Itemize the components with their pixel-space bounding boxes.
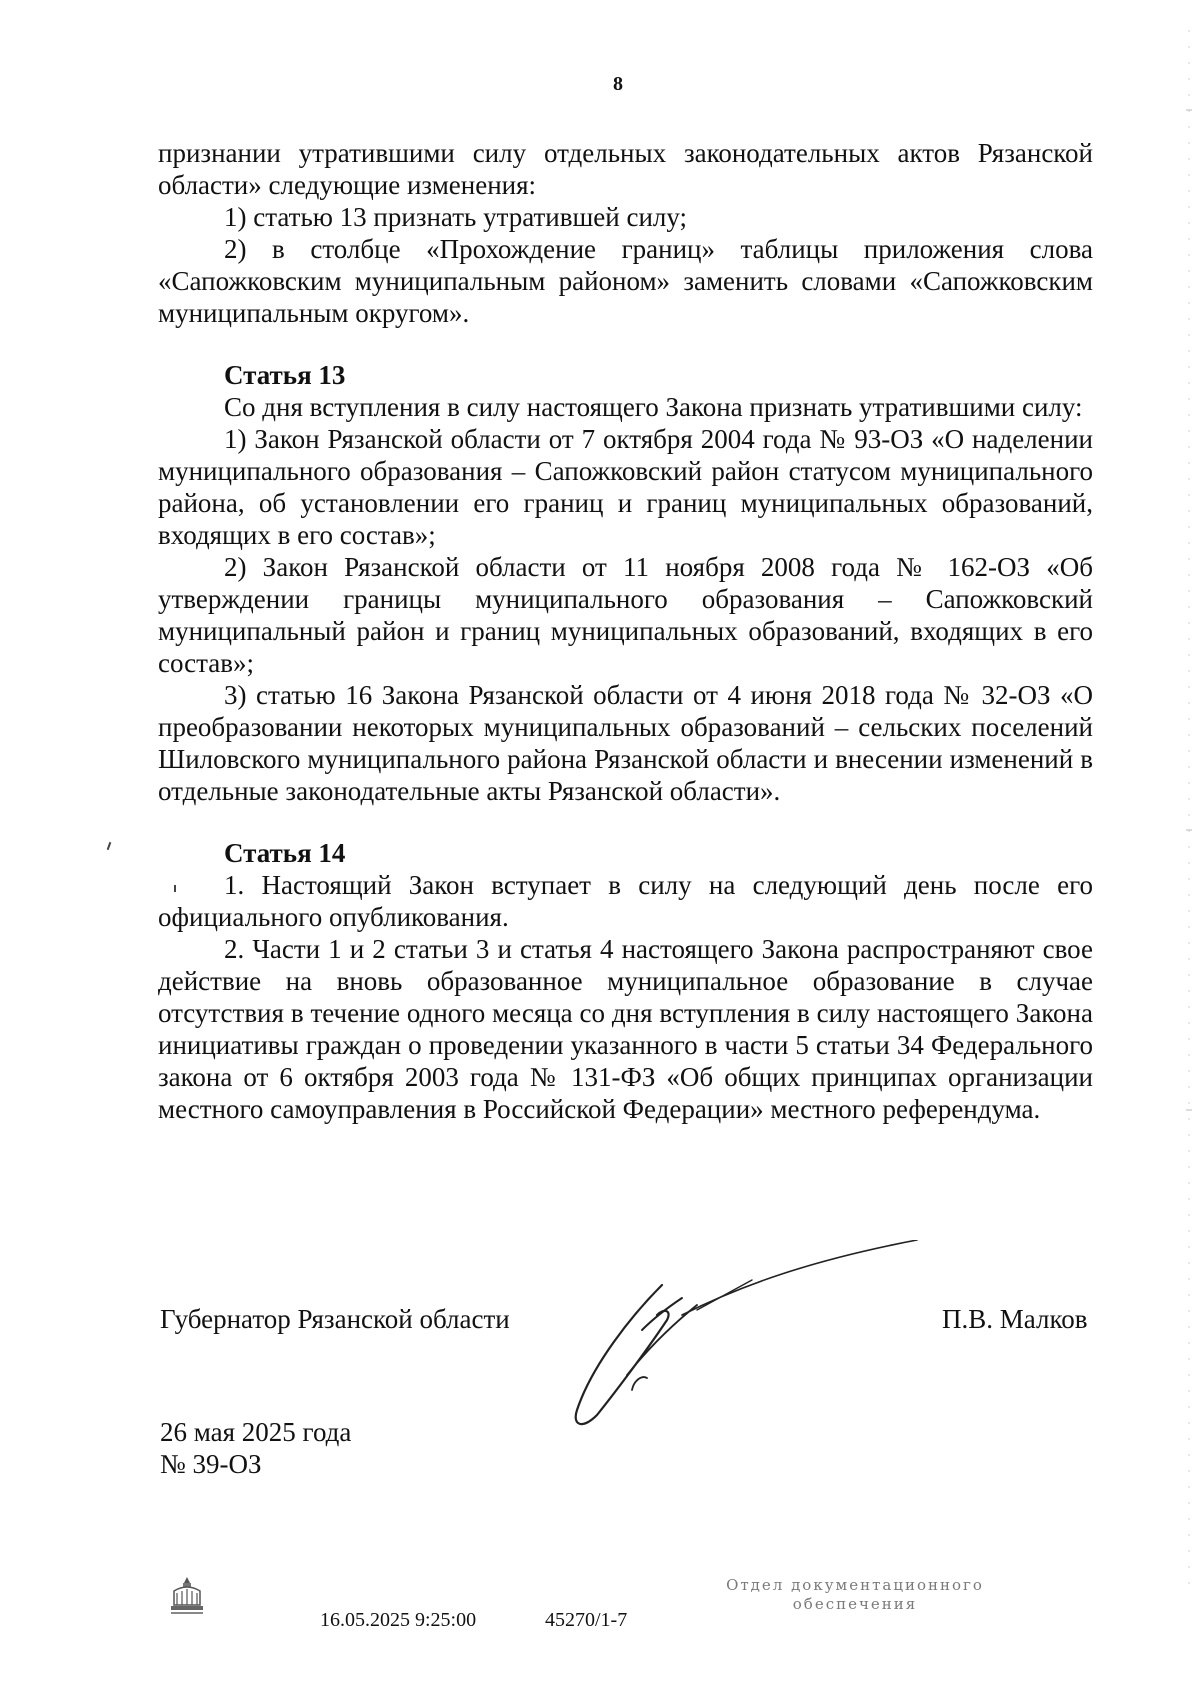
page-number: 8 — [613, 73, 623, 95]
article-13-item-3: 3) статью 16 Закона Рязанской области от 4 июня 2018 года № 32-ОЗ «О преобразовании некоторых муниципальных образований – сельских поселений Шиловского муниципального района Рязанской области и внесении изменений в отдельные законодательные акты Рязанской области». — [158, 680, 1093, 806]
document-body — [158, 137, 1093, 1125]
department-stamp-line-1: Отдел документационного — [726, 1576, 984, 1594]
intro-paragraph: признании утратившими силу отдельных законодательных актов Рязанской области» следующие изменения: — [158, 138, 1093, 200]
article-13-item-1: 1) Закон Рязанской области от 7 октября 2004 года № 93-ОЗ «О наделении муниципального образования – Сапожковский район статусом муниципального района, об установлении его границ и границ муниципальных образований, входящих в его состав»; — [158, 424, 1093, 550]
article-14-part-2: 2. Части 1 и 2 статьи 3 и статья 4 настоящего Закона распространяют свое действие на вновь образованное муниципальное образование в случае отсутствия в течение одного месяца со дня вступления в силу настоящего Закона инициативы граждан о проведении указанного в части 5 статьи 34 Федерального закона от 6 октября 2003 года № 131-ФЗ «Об общих принципах организации местного самоуправления в Российской Федерации» местного референдума. — [158, 934, 1093, 1124]
intro-item-2: 2) в столбце «Прохождение границ» таблицы приложения слова «Сапожковским муниципальным районом» заменить словами «Сапожковским муниципальным округом». — [158, 234, 1093, 328]
intro-item-1: 1) статью 13 признать утратившей силу; — [224, 202, 688, 232]
footer-timestamp: 16.05.2025 9:25:00 — [320, 1609, 477, 1631]
law-number: № 39-ОЗ — [160, 1449, 262, 1479]
law-date: 26 мая 2025 года — [160, 1417, 352, 1447]
article-13-heading: Статья 13 — [224, 360, 346, 390]
governor-name: П.В. Малков — [942, 1304, 1088, 1334]
department-stamp-line-2: обеспечения — [792, 1595, 918, 1613]
footer-registration-code: 45270/1-7 — [545, 1609, 628, 1631]
stray-mark — [107, 842, 112, 850]
article-13-lead: Со дня вступления в силу настоящего Закона признать утратившими силу: — [224, 392, 1083, 422]
article-14-heading: Статья 14 — [224, 838, 346, 868]
article-14-part-1: 1. Настоящий Закон вступает в силу на следующий день после его официального опубликования. — [158, 870, 1093, 932]
article-13-item-2: 2) Закон Рязанской области от 11 ноября 2008 года № 162-ОЗ «Об утверждении границы муниципального образования – Сапожковский муниципальный район и границ муниципальных образований, входящих в его состав»; — [158, 552, 1093, 678]
section-gap — [158, 329, 1093, 359]
governor-title: Губернатор Рязанской области — [160, 1304, 510, 1334]
section-gap — [158, 807, 1093, 837]
scan-margin-marks — [1186, 30, 1192, 1590]
department-stamp — [705, 1576, 1005, 1614]
coat-of-arms-icon — [168, 1575, 206, 1619]
handwritten-signature — [572, 1240, 932, 1440]
stray-mark — [174, 885, 176, 892]
